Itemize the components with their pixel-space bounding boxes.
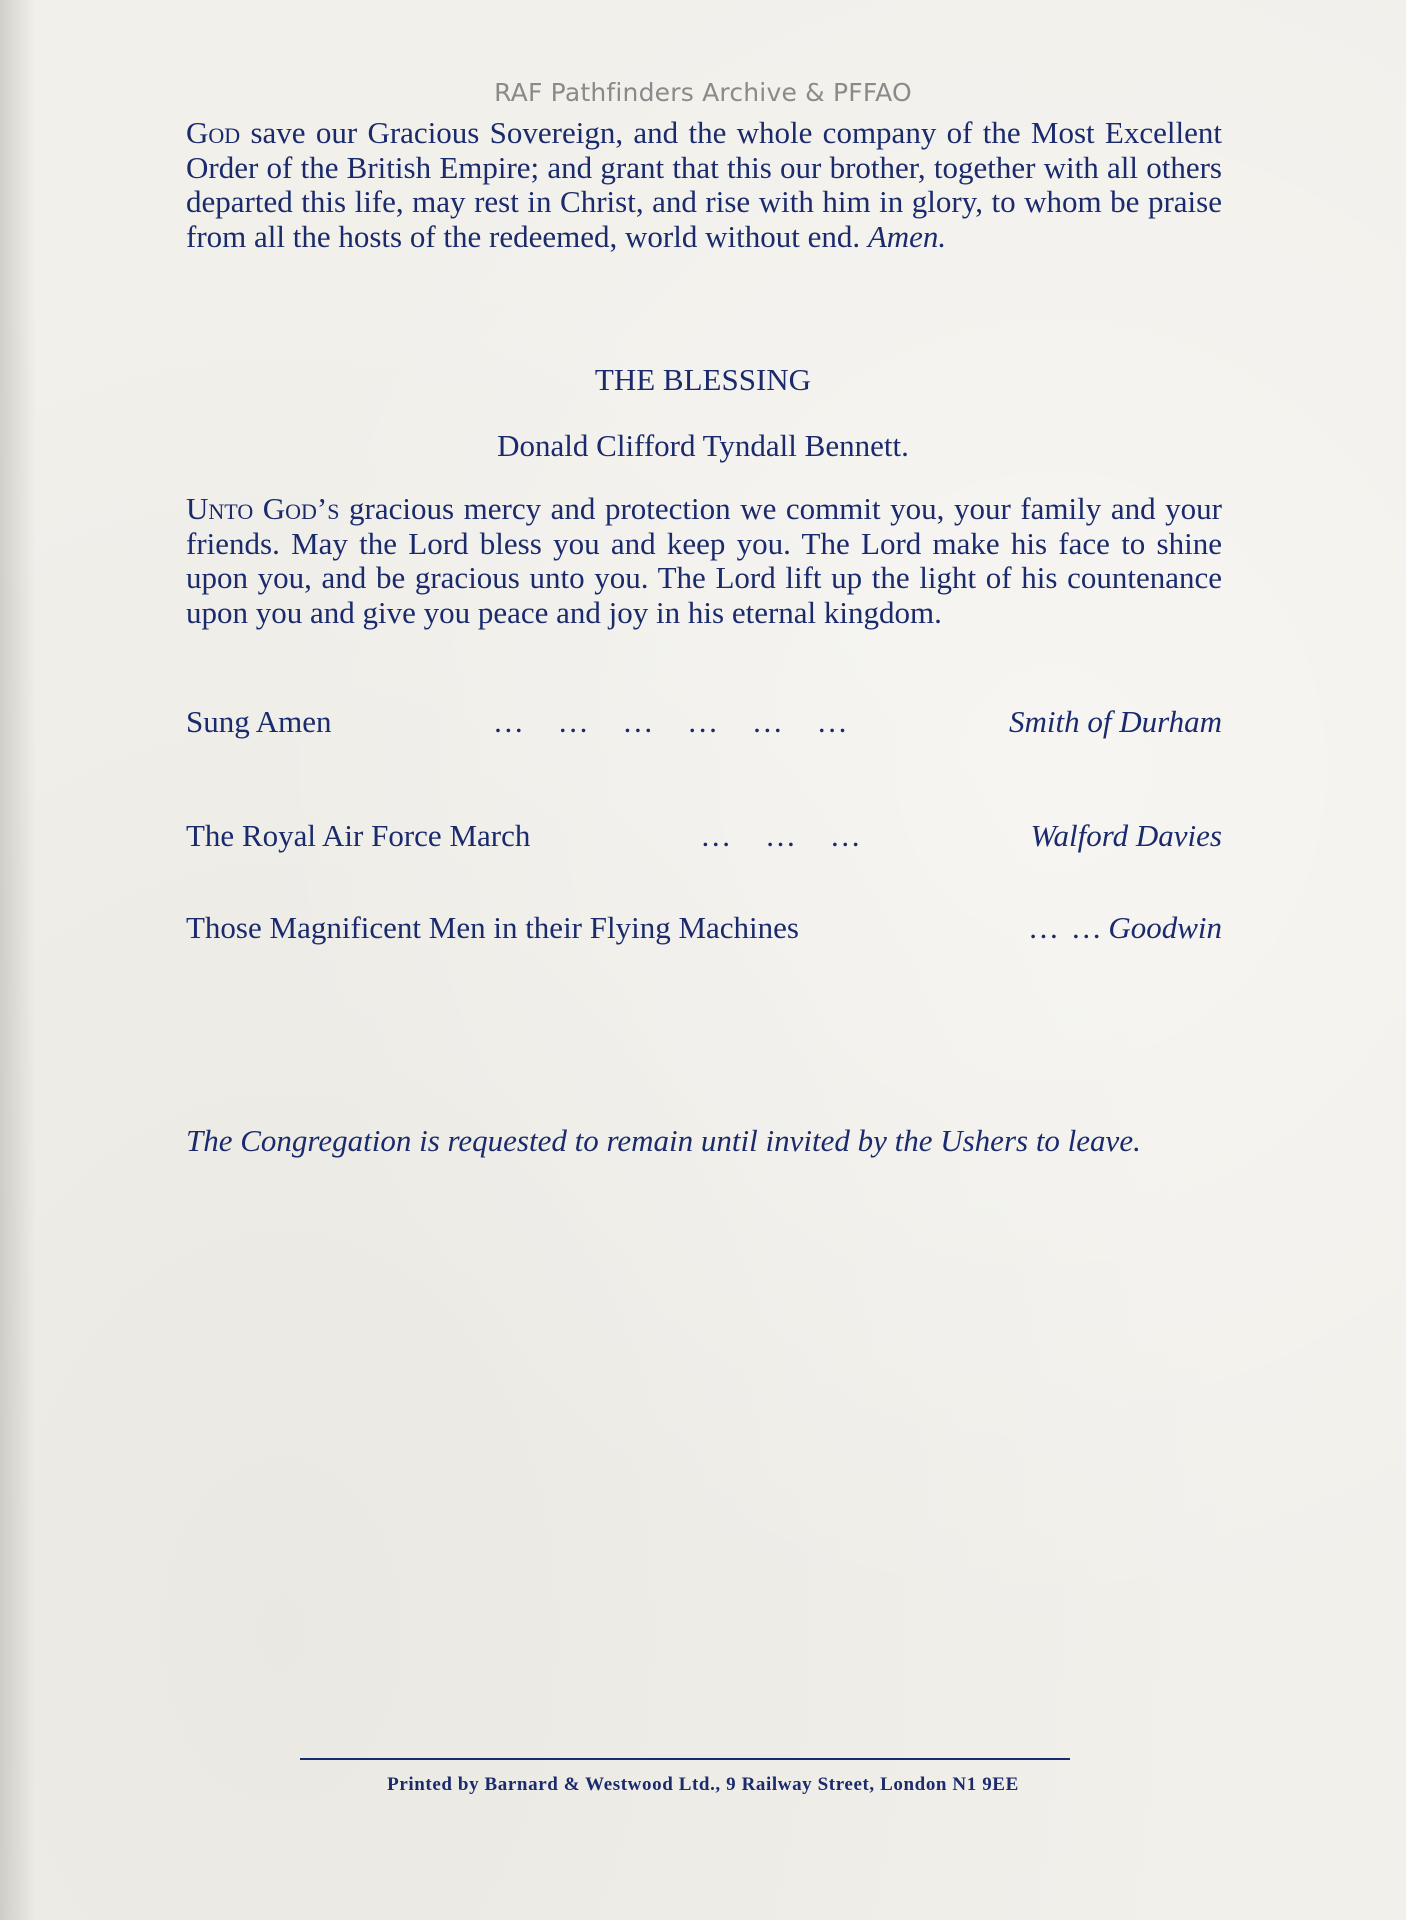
blessing-heading: THE BLESSING [594,362,812,397]
printer-credit: Printed by Barnard & Westwood Ltd., 9 Railway Street, London N1 9EE [387,1774,1019,1795]
footer-divider [300,1758,1070,1760]
blessing-text: gracious mercy and protection we commit you, your family and your friends. May the Lord bless you and keep you. The Lord make his face to shine upon you, and be gracious unto you. The Lord lift up the light of his countenance upon you and give you peace and joy in his eternal kingdom. [186,491,1222,630]
music-title: Those Magnificent Men in their Flying Machines [186,910,799,945]
music-item [186,704,1222,744]
prayer-text: save our Gracious Sovereign, and the whole company of the Most Excellent Order of the British Empire; and grant that this our brother, together with all others departed this life, may rest in Christ, and rise with him in glory, to whom be praise from all the hosts of the redeemed, world without end. [186,115,1222,254]
music-composer: Walford Davies [1030,818,1222,853]
blessing-text-block [186,492,1222,630]
music-leader-dots: … [1028,910,1059,945]
music-composer: Smith of Durham [1008,704,1222,739]
music-item [186,910,1222,950]
prayer-amen: Amen. [867,218,947,254]
music-leader-dots: … … … [700,818,861,853]
blessing-officiant: Donald Clifford Tyndall Bennett. [497,428,909,463]
congregation-notice: The Congregation is requested to remain until invited by the Ushers to leave. [186,1123,1141,1158]
music-composer: … Goodwin [1073,910,1222,945]
music-title: The Royal Air Force March [186,818,531,853]
archive-watermark: RAF Pathfinders Archive & PFFAO [494,78,912,107]
blessing-initial: Unto God’s [186,491,340,526]
page-edge-shadow [0,0,36,1920]
music-leader-dots: … … … … … … [492,704,848,739]
prayer-initial: God [186,115,241,150]
closing-prayer [186,116,1222,254]
music-title: Sung Amen [186,704,332,739]
music-item [186,818,1222,858]
